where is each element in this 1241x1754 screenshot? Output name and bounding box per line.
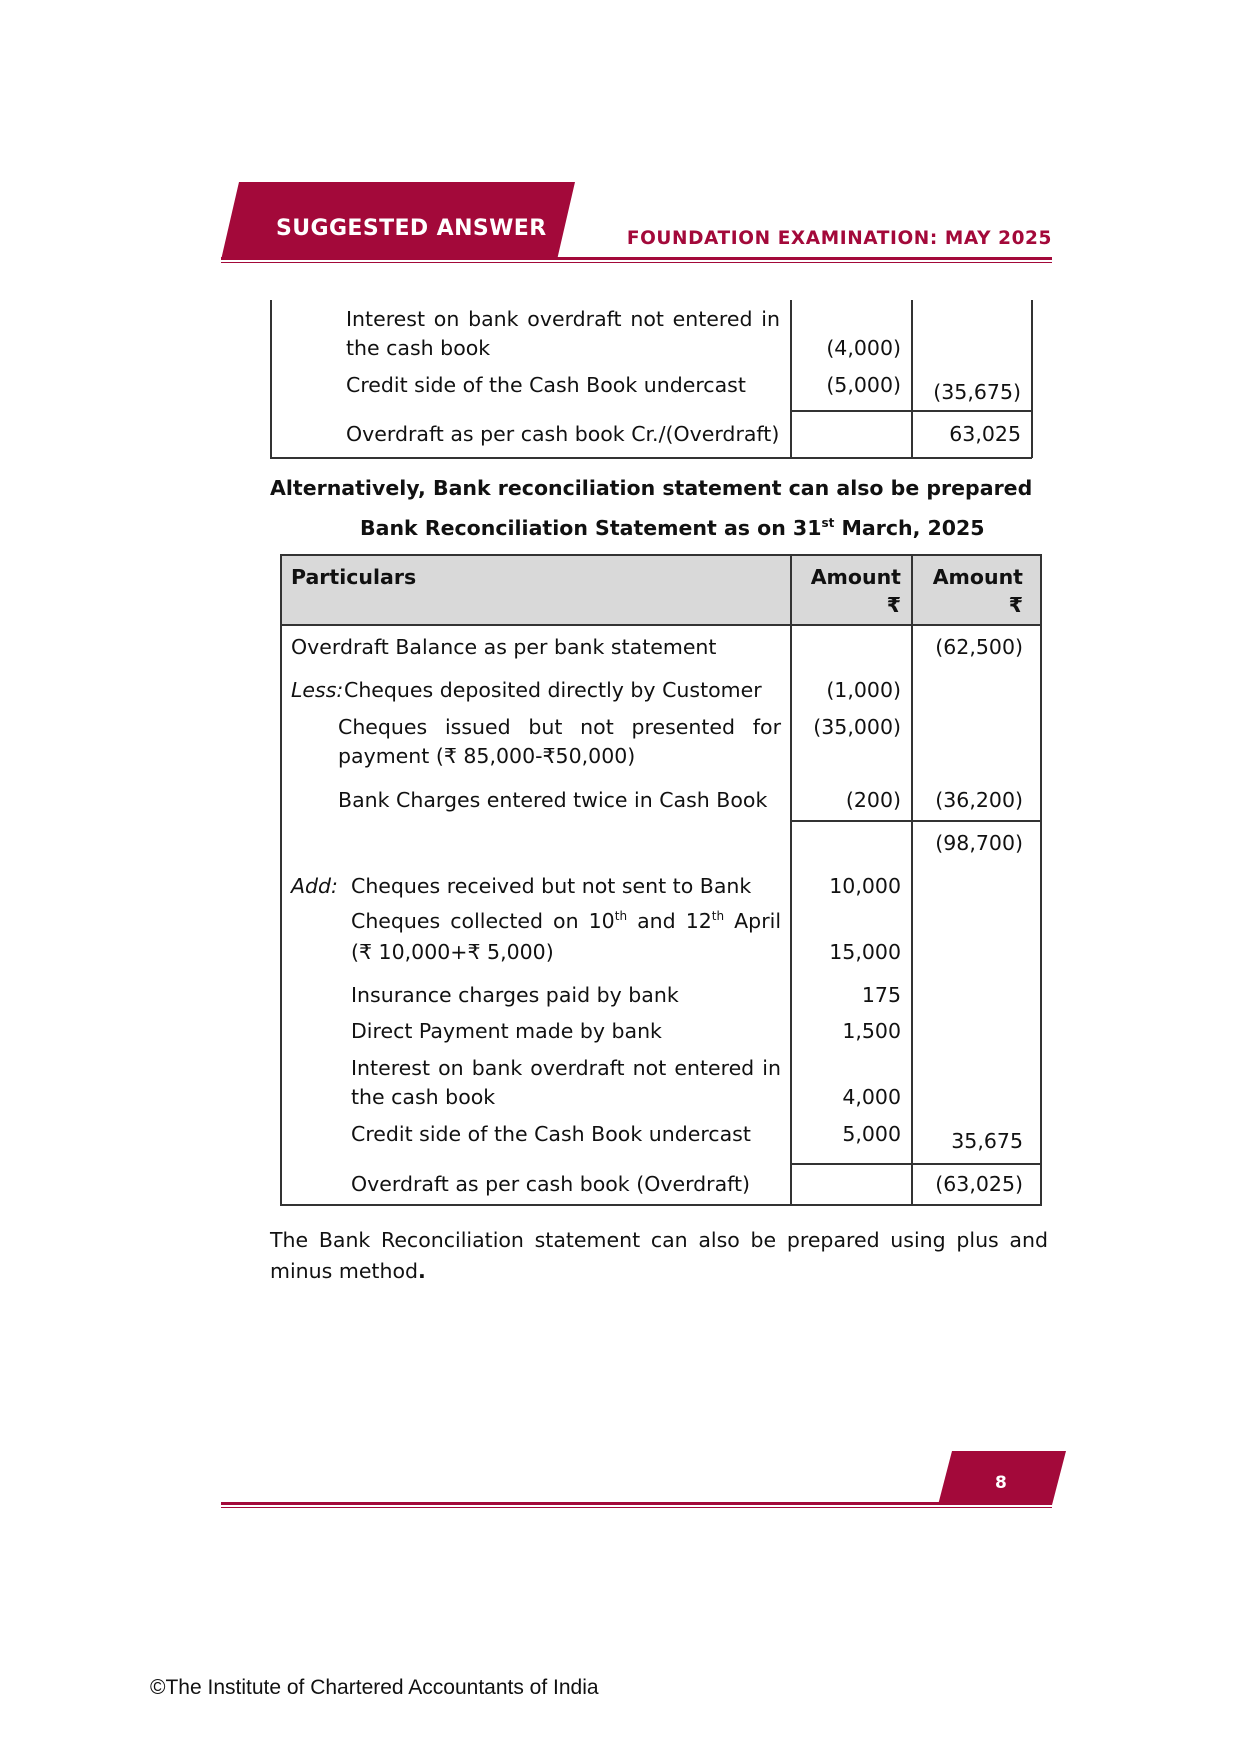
add-item-3-amount: 175 (861, 983, 901, 1007)
table1-row1-line2: the cash book (346, 336, 491, 360)
overdraft-total: (62,500) (935, 635, 1023, 659)
add-item-4: Direct Payment made by bank (351, 1019, 662, 1043)
add-item-2-line1: Cheques collected on 10th and 12th April (351, 909, 782, 933)
final-total: (63,025) (935, 1172, 1023, 1196)
page-number: 8 (995, 1473, 1007, 1493)
alternative-heading: Alternatively, Bank reconciliation statement can also be prepared (270, 476, 1033, 500)
add-item-2-line2: (₹ 10,000+₹ 5,000) (351, 940, 554, 964)
exam-title: FOUNDATION EXAMINATION: MAY 2025 (626, 228, 1052, 249)
footer-rule (221, 1502, 1052, 1505)
less-item-2-line1: Cheques issued but not presented for (338, 715, 781, 739)
add-total: 35,675 (951, 1129, 1023, 1153)
table1-row2-total: (35,675) (933, 380, 1021, 404)
less-item-3: Bank Charges entered twice in Cash Book (338, 788, 768, 812)
table1-row3-total: 63,025 (949, 422, 1021, 446)
statement-title: Bank Reconciliation Statement as on 31st March, 2025 (360, 516, 985, 540)
header-tab-label: SUGGESTED ANSWER (276, 216, 547, 241)
add-item-6-amount: 5,000 (842, 1122, 901, 1146)
less-item-1-amount: (1,000) (826, 678, 901, 702)
header-amount-2: Amount (932, 565, 1023, 589)
copyright-notice: ©The Institute of Chartered Accountants of India (150, 1676, 599, 1699)
overdraft-label: Overdraft Balance as per bank statement (291, 635, 717, 659)
add-item-1-amount: 10,000 (829, 874, 901, 898)
footer-rule-thin (221, 1507, 1052, 1508)
add-item-4-amount: 1,500 (842, 1019, 901, 1043)
table1-row2-label: Credit side of the Cash Book undercast (346, 373, 746, 397)
less-item-2-amount: (35,000) (813, 715, 901, 739)
add-item-5-line2: the cash book (351, 1085, 496, 1109)
table1-row1-line1: Interest on bank overdraft not entered in (346, 307, 780, 331)
header-amount-2-unit: ₹ (1008, 593, 1023, 617)
header-amount-1: Amount (810, 565, 901, 589)
less-total: (36,200) (935, 788, 1023, 812)
add-item-1: Cheques received but not sent to Bank (351, 874, 752, 898)
less-label: Less: (291, 678, 344, 702)
table1-row3-label: Overdraft as per cash book Cr./(Overdraft) (346, 422, 780, 446)
subtotal: (98,700) (935, 831, 1023, 855)
add-item-2-amount: 15,000 (829, 940, 901, 964)
final-label: Overdraft as per cash book (Overdraft) (351, 1172, 751, 1196)
add-item-6: Credit side of the Cash Book undercast (351, 1122, 751, 1146)
closing-paragraph: The Bank Reconciliation statement can also be prepared using plus and minus method. (270, 1228, 1048, 1283)
less-item-3-amount: (200) (845, 788, 901, 812)
add-item-5-amount: 4,000 (842, 1085, 901, 1109)
less-item-1: Cheques deposited directly by Customer (344, 678, 762, 702)
header-amount-1-unit: ₹ (886, 593, 901, 617)
table1-row2-amount: (5,000) (826, 373, 901, 397)
header-rule (221, 257, 1052, 260)
add-item-3: Insurance charges paid by bank (351, 983, 679, 1007)
add-item-5-line1: Interest on bank overdraft not entered in (351, 1056, 781, 1080)
header-particulars: Particulars (291, 565, 417, 589)
add-label: Add: (291, 874, 338, 898)
table1-row1-amount: (4,000) (826, 336, 901, 360)
less-item-2-line2: payment (₹ 85,000-₹50,000) (338, 744, 636, 768)
header-rule-thin (221, 262, 1052, 263)
